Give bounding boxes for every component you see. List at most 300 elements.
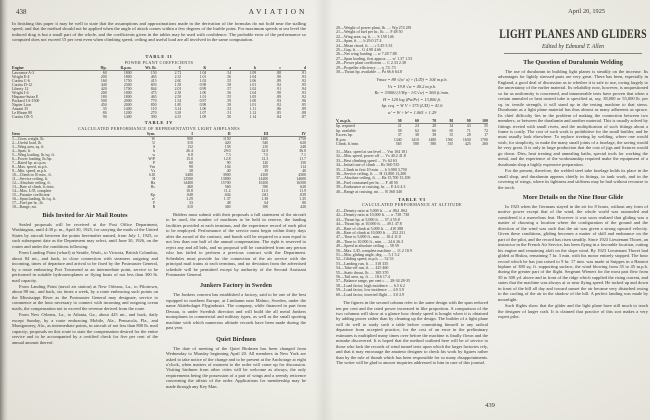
table-cell: 1410 (411, 137, 419, 142)
junkers-heading: Junkers Factory in Sweden (199, 282, 273, 290)
table-cell: 2.72 (174, 71, 182, 75)
table-cell: Le Rhone 80 (12, 111, 33, 115)
result-line: 59—Load factor, low incidence .... 4.0 3.9 (336, 288, 404, 293)
table-cell: 80 (449, 118, 454, 123)
section-headline: LIGHT PLANES AND GLIDERS (499, 28, 647, 42)
paragraph: The date of meeting of the Quiet Birdmen has been changed from Wednesday to Monday beginning April 20. All members in New York are asked to take notice of the change and to be present at the Anchorage at eight o'clock, when matters of moment to the order will come up for discussion. Visiting birdmen from other cities will be welcome as always, the only requirements being the possession of a pair of wings and a seemly reticence concerning the affairs of the order. Applications for membership may be made through any Key Man. (166, 345, 306, 389)
table-cell: P (153, 161, 156, 165)
junkers-body (166, 292, 306, 330)
table-cell: 310 (187, 205, 193, 209)
equation-line: 27—Span loading, first approx. .... w' 1.37 1.53 (336, 56, 413, 61)
table-cell: 60 (415, 118, 419, 123)
table-cell: 1.01 (199, 75, 207, 79)
table2-title: TABLE II (145, 54, 173, 59)
table-cell: 3400 (185, 173, 193, 177)
table-cell: 3—Wing area, sq. ft. (12, 145, 45, 149)
table-cell: .88 (301, 111, 307, 115)
table-cell: .85 (276, 111, 282, 115)
equation-line: 21—Weight of fuel per hr., lb. .... F 48 50 (336, 30, 403, 35)
table-cell: d (303, 66, 307, 70)
table-cell: 1.01 (249, 103, 257, 107)
table-cell: 110 (150, 107, 157, 111)
table-cell: 1800 (123, 75, 132, 79)
table-cell: Lawrance A-3 (12, 71, 35, 75)
table-cell: 850 (150, 103, 157, 107)
table-cell: Item (12, 132, 20, 136)
table-cell: 11.7 (299, 157, 306, 161)
table-cell: R.p.m. (120, 66, 132, 70)
table-cell: W/P (148, 157, 156, 161)
table-cell: Liberty 12 (12, 87, 29, 91)
table-cell: 21 (397, 124, 402, 129)
table-cell: 0.98 (199, 103, 207, 107)
table-cell: 1700 (480, 137, 488, 142)
table-cell: .94 (301, 87, 307, 91)
table-cell: 100 (482, 118, 488, 123)
equation-line: 40—Range at cruising, mi. .... R 360 340 (336, 189, 402, 194)
equation-line: w' = W ÷ b² = 1.065 × 1.29 (387, 109, 437, 115)
table-cell: 18—Range, mi. (12, 205, 37, 209)
air-mail-body (12, 222, 158, 345)
table-cell: 2.38 (174, 91, 182, 95)
table-cell: II (227, 132, 231, 136)
table-cell: 693 (150, 83, 157, 87)
table-cell: 440 (100, 83, 107, 87)
table-cell: .56 (226, 91, 232, 95)
table-cell: 4—Span, ft. (12, 149, 31, 153)
table-cell: .91 (276, 87, 282, 91)
table2-power-plant-coefficients (12, 66, 306, 119)
table-cell: 1.04 (249, 75, 257, 79)
table-cell: 17 (484, 133, 488, 138)
table-cell: .93 (276, 99, 282, 103)
result-line: 46—Rate of climb at 10,000 ft. .... 252 231 (336, 231, 406, 235)
table-cell: 1.07 (199, 111, 207, 115)
table-cell: 1700 (123, 87, 132, 91)
table-cell: .52 (226, 107, 232, 111)
equation-line: 37—Absolute ceiling, ft. .... Ha 15,700 15,100 (336, 176, 411, 181)
table-cell: Curtiss D-12 (12, 83, 32, 87)
table-cell: 38 (189, 169, 193, 173)
equation-line: Vs = 19.8 √w = 40.2 m.p.h. (387, 83, 437, 89)
table-row (336, 142, 488, 147)
table-cell: 1630 (462, 137, 471, 142)
table-cell: 1.11 (249, 107, 257, 111)
table-row (12, 115, 306, 119)
table-cell: 1.05 (249, 95, 257, 99)
table-cell: Vm (149, 165, 156, 169)
table6-subtitle: CALCULATED PERFORMANCE AT ALTITUDE (361, 201, 463, 207)
table-cell: w' (151, 197, 156, 201)
table-cell: .95 (301, 83, 307, 87)
table-cell: 13—Rate of climb, ft./min. (12, 185, 55, 189)
equation-line: 29—Propeller efficiency .... η .74 .73 (336, 65, 396, 70)
table-cell: 11—Service ceiling, ft. (12, 177, 49, 181)
table-cell: 1.02 (199, 79, 207, 83)
table-cell: Packard 1A-1500 (12, 99, 40, 103)
table-cell: 2000 (123, 103, 132, 107)
equation-line: 26—Net wing loading .... w 7.28 7.88 (336, 52, 397, 57)
table-cell: 39 (264, 169, 269, 173)
table-cell: 40 (302, 169, 306, 173)
equation-line: 31—Max. speed at sea level .... Vm 104 101 (336, 149, 408, 154)
equation-line: 36—Service ceiling, ft. .... H 13,800 13,200 (336, 171, 407, 176)
table-cell: .58 (226, 103, 232, 107)
result-line: 52—Gliding speed, m.p.h. .... 52 53 (336, 257, 394, 262)
paragraph: From Landing Point (wharf) at Seattle, Wash., to Victoria, British Columbia, about 84 mi., and back, in close connection with steamers outgoing and incoming, times of departure and arrival to be fixed by the Postmaster General, by a route embracing Port Townsend as an intermediate point, service to be performed in suitable hydroaeroplanes or flying boats of not less than 300 lb. mail capacity. (12, 250, 158, 283)
table-cell: 35 (102, 107, 107, 111)
table-cell: I (191, 132, 193, 136)
paragraph: Sealed proposals will be received at the Post Office Department, Washington, until 4:30 p. m., April 30, 1925, for carrying the mails of the United States by aircraft between the points hereinafter named, from July 1, 1925, or such subsequent date as the Department may select, until June 30, 1926, on the routes and under the conditions following: (12, 222, 158, 249)
table-cell: 580 (413, 142, 419, 147)
table-cell: Curtiss OX-5 (12, 115, 33, 119)
table-cell: 120 (262, 161, 269, 165)
table-cell: 6.8 (188, 153, 193, 157)
table-cell: 270 (150, 111, 157, 115)
table-cell: .57 (226, 87, 232, 91)
table-cell: Curtiss C-6 (12, 79, 30, 83)
table-cell: 50 (397, 118, 402, 123)
table-cell: .89 (301, 107, 307, 111)
table-cell: K (203, 66, 207, 70)
table-cell: 7.0 (263, 153, 269, 157)
table-cell: Rc (150, 185, 156, 189)
table-cell: .93 (301, 91, 307, 95)
calculation-items-b (336, 150, 488, 194)
journal-title: AVIATION (248, 7, 308, 16)
table-cell: 114 (300, 165, 306, 169)
table-cell: 1.06 (249, 79, 257, 83)
table-cell: .93 (301, 75, 307, 79)
article-air-mail (12, 212, 158, 346)
table-cell: 29.0 (223, 149, 231, 153)
table-cell: w (152, 153, 156, 157)
table-cell: .90 (276, 91, 282, 95)
table-cell: 7—Rated hp. at r.p.m. (12, 161, 47, 165)
table-cell: 64 (264, 201, 269, 205)
glide-article-heading: More Details on the Nine Hour Glide (522, 193, 624, 201)
result-line: 44—Thrust hp. at 10,000 ft. .... 49.1 47.8 (336, 222, 402, 227)
table-cell: 1.01 (249, 83, 257, 87)
table-cell: 158 (224, 145, 231, 149)
table-cell: 415 (150, 79, 157, 83)
table-cell: Excess hp. (336, 133, 353, 138)
table-cell: 1.04 (199, 71, 207, 75)
table-cell: 2.01 (174, 87, 182, 91)
table-cell: 5—Wing loading, lb./sq. ft. (12, 153, 55, 157)
table-cell: 2.58 (174, 95, 182, 99)
table-cell: 14—Max. L/D, complete (12, 189, 52, 193)
left-page-column-two (166, 212, 306, 390)
table-cell: 1.12 (249, 111, 257, 115)
table-cell: 62 (415, 128, 419, 133)
table-cell: 1.38 (261, 197, 269, 201)
result-line: 56—Tail area, sq. ft. .... 18.6 17.4 (336, 275, 390, 280)
table2-subtitle: POWER PLANT COEFFICIENTS (124, 60, 194, 65)
table-cell: .044 (223, 193, 231, 197)
equation-line: 20—Weight of power plant, lb. .... Wp 274 281 (336, 26, 412, 30)
table-cell: Wt. lb. (145, 66, 157, 70)
table-cell: c (279, 66, 282, 70)
table-cell: 90 (466, 118, 471, 123)
equation-line: 22—Wing area, sq. ft. .... S 158 146 (336, 34, 394, 39)
table-cell: 1400 (123, 107, 132, 111)
table-cell: 109 (262, 165, 269, 169)
calculations-column (336, 26, 488, 366)
equation-line: Rc = 33000 (1/Wp - 1/C√w) = 560 ft./min. (374, 90, 450, 96)
paragraph: In 1923 when the Germans stayed in the air for 8 hours, without any form of motive power except that of the wind, the whole world was astounded and considered it a marvelous feat. However it was soon realized that gliding was a matter of choosing a location where the configuration of the ground and the direction of the wind was such that the air was given a strong upward velocity. Given these conditions, gliding becomes a matter of skill and endurance on the part of the pilot, and the record has risen steadily. Since 1923 Lieutenant Thoret, an instructor in the French Air Service, has been flying in a favorable location, cutting his engine and remaining aloft on the slope wind. By 1923 Lieutenant Thoret had glided at Biskra, remaining 7 hr. 3 min. with his motor entirely stopped. The hour record which he has just raised to 9 hr. 17 min. was made at Suippes in a Hanriot biplane of 380 sq. ft. supporting surface, the wind blowing from 35 to 45 m.p.h. during the greater part of the flight. Sergeant Wienert for the most part flew from 50 to 300 yd. above and in front of the ridge which supplied the rising current, and states that the machine was always at or near flying speed. He tacked up and down in front of the hill all day and toward sunset the air became very disturbed owing to the cooling of the air in the shadow of the hill. A perfect landing was made by moonlight. (498, 203, 648, 302)
table-cell: H (152, 177, 156, 181)
table-cell: Engine (12, 66, 24, 70)
table-cell: 1560 (445, 137, 454, 142)
table-cell: 460 (187, 185, 193, 189)
altitude-results (336, 209, 488, 297)
table-cell: 420 (100, 87, 107, 91)
table-cell: 1150 (222, 137, 231, 141)
table-cell: 2.33 (174, 75, 182, 79)
result-line: 49—Speed at absolute ceiling .... 58 59 (336, 244, 399, 249)
table-cell: b (254, 66, 257, 70)
table-cell: 1.06 (199, 107, 207, 111)
table-cell: 15—Parasite coefficient (12, 193, 50, 197)
equation-line: 38—Fuel consumed per hr. .... F 48 50 (336, 180, 398, 185)
table-cell: 1.58 (174, 83, 182, 87)
table-cell: .96 (301, 99, 307, 103)
table-cell: 36.0 (299, 149, 306, 153)
table-cell: 38 (432, 133, 437, 138)
table-cell: 310 (187, 141, 193, 145)
table-cell: Vs (150, 169, 156, 173)
table-cell: 132 (187, 145, 193, 149)
table-cell: 15700 (220, 181, 231, 185)
table-cell: 17—Fuel per hr., lb. (12, 201, 44, 205)
result-line: 43—Thrust hp. at 5,000 ft. .... 57.4 55.8 (336, 217, 400, 222)
table-cell: 150 (300, 161, 306, 165)
table-cell: 540 (262, 141, 269, 145)
table-cell: 10—Climb in 10 min., ft. (12, 173, 52, 177)
table-cell: 12.3 (261, 157, 269, 161)
equation-line: H = 120 log (Pa/Pr) = 13,800 ft. (382, 96, 441, 102)
table-cell: 7.1 (301, 153, 306, 157)
scan-edge-shadow (0, 0, 8, 420)
table-cell: 900 (187, 137, 193, 141)
table-cell: 4.33 (174, 115, 182, 119)
table-cell: 1.14 (249, 115, 257, 119)
table-cell: 104 (224, 165, 231, 169)
table-cell: 12500 (183, 177, 193, 181)
table-cell: 2—Useful load, lb. (12, 141, 42, 145)
table-cell: W (151, 137, 156, 141)
table-cell: 38 (415, 133, 419, 138)
table-row (12, 205, 306, 209)
table-cell: 80 (302, 201, 306, 205)
table-cell: .58 (226, 83, 232, 87)
calculations-closing-paragraph: The figures in the second column refer to the same design with the span reduced ten per cent and the rated power increased in like proportion. A comparison of the two columns will show at a glance how dearly speed is bought when it is obtained by adding power rather than by cleaning up the design. The builder of a light plane will do well to study such a table before committing himself to any radical departure from accepted practice, for the cost of an error in the preliminary estimates is multiplied many times over before the machine is finally flown and the mistake discovered. It is hoped that the method outlined here will be of service to those who lack the records of wind tunnel tests upon which the larger factories rely, and that it may encourage the amateur designer to check his work by figures rather than by the rule of thumb which has been responsible for so many disappointments. The writer will be glad to answer inquiries addressed to him in care of this journal. (336, 300, 488, 366)
table-cell: Wright E-4 (12, 75, 30, 79)
paragraph: For the present, therefore, the welded steel tube fuselage holds its place in the small shop, and duralumin appears chiefly in fittings, in tank work, and in the covering of wings, where its lightness and stiffness may be had without recourse to the torch. (498, 168, 648, 190)
equation-line: 23—Span, ft. .... b 29.0 27.4 (336, 39, 382, 44)
table-cell: 2000 (123, 99, 132, 103)
calculation-items-a (336, 26, 488, 74)
table-cell: .95 (301, 103, 307, 107)
air-mail-heading: Bids Invited for Air Mail Routes (42, 212, 128, 219)
result-line: 53—Landing run, ft. .... 310 335 (336, 261, 389, 266)
table-cell: 1.00 (199, 91, 207, 95)
table-cell: .89 (276, 95, 282, 99)
table-cell: .86 (276, 107, 282, 111)
table-cell: 11.2 (223, 189, 231, 193)
table-cell: Kp (150, 193, 156, 197)
table-cell: 1.09 (249, 71, 257, 75)
table-cell: 1340 (393, 137, 402, 142)
result-line: 57—Balance range, per cent c .... 28-34 28-35 (336, 279, 410, 284)
section-byline: Edited by Edmund T. Allen (541, 44, 605, 50)
table-cell: .51 (226, 111, 232, 115)
table-cell: .88 (276, 71, 282, 75)
duralumin-article-body (498, 69, 648, 190)
intro-paragraph: In finishing this paper it may be well to state that the assumptions and approximations made in the derivation of the formulas do not hold near the stalling speed, and that the method should not be applied when the angle of attack comes within a few degrees of the burble point. For maximum speeds at sea level the induced drag is but a small part of the whole, and the coefficients given in the tables may be used with confidence. The probable error of the performance so computed does not exceed 15 per cent even when climbing speed, ceiling and useful load are all involved in the same computation. (12, 21, 306, 42)
table-cell: 6—Power loading, lb./hp. (12, 157, 53, 161)
result-line: 45—Rate of climb at 5,000 ft. .... 410 388 (336, 226, 404, 231)
table-cell: 1800 (123, 91, 132, 95)
equation-line: 25—Gap, ft. .... G 4.90 4.66 (336, 48, 381, 53)
table4-subtitle: CALCULATED PERFORMANCE OF REPRESENTATIVE LIGHT AIRPLANES (78, 126, 240, 131)
table-cell: 12.8 (223, 157, 231, 161)
table-cell: 390 (262, 205, 269, 209)
table-cell: 8—Max. speed, m.p.h. (12, 165, 48, 169)
table6-title: TABLE VI (398, 196, 426, 202)
table-cell: 770 (150, 99, 157, 103)
light-planes-section (498, 28, 648, 320)
section-rule (504, 53, 642, 54)
table-cell: 500 (100, 99, 107, 103)
table-cell: 420 (300, 205, 306, 209)
result-line: 41—Density ratio at 5,000 ft. .... σ .862 .862 (336, 208, 408, 213)
table-cell: .54 (226, 71, 232, 75)
table-cell: Hp. (100, 66, 107, 70)
result-line: 55—Static thrust, lb. .... 385 370 (336, 270, 389, 275)
table-cell: h10 (149, 173, 156, 177)
table-cell: 4300 (298, 173, 306, 177)
result-line: 51—Min. gliding angle, deg. .... 5.1 5.2 (336, 253, 400, 258)
table-cell: 3.14 (174, 107, 182, 111)
table-cell: 1.29 (186, 197, 193, 201)
table-cell: 0.97 (199, 99, 207, 103)
table-cell: 150 (150, 71, 157, 75)
equation-line: 28—Power plant coefficient .... C 2.33 2.38 (336, 61, 406, 66)
paragraph: From New Orleans, La., to Atlanta, Ga., about 425 mi., and back, daily except Sunday, by a route embracing Mobile, Ala., Pensacola, Fla., and Montgomery, Ala., as intermediate points, in aircraft of not less than 800 lb. mail capacity; proposals on this route to state the compensation desired for the entire service and to be accompanied by a certified check for five per cent of the annual amount thereof. (12, 312, 158, 345)
table-cell: 28 (466, 133, 471, 138)
display-equations (336, 77, 488, 115)
table-cell: .039 (299, 193, 306, 197)
table-cell: 7.3 (225, 153, 231, 157)
table-cell: 14200 (258, 177, 269, 181)
table-cell: Anzani 35 (12, 107, 29, 111)
table-cell: 43 (466, 124, 471, 129)
table-cell: 425 (464, 142, 471, 147)
table-cell: 620 (300, 185, 306, 189)
table-cell: Ha (150, 181, 156, 185)
table-cell: R (152, 205, 156, 209)
table-cell: 66 (432, 128, 437, 133)
table-cell: 1.54 (174, 99, 182, 103)
result-line: 42—Density ratio at 10,000 ft. .... σ .738 .738 (336, 213, 410, 218)
table-cell: 14600 (296, 177, 306, 181)
table-cell: 80 (102, 111, 107, 115)
table-cell: Napier Lion (12, 103, 31, 107)
table-cell: 1.37 (223, 197, 231, 201)
table-cell: 60 (189, 161, 193, 165)
table-cell: 37 (397, 133, 402, 138)
quiet-birdmen-body (166, 346, 306, 390)
table-cell: IV (301, 132, 306, 136)
table-cell: 1—Gross weight, lb. (12, 137, 45, 141)
paragraph: The use of duralumin in building light planes is steadily on the increase. Its advantages for lightly stressed parts are very great. There has been, especially in England, a good deal of discussion as to whether it is safe to use, owing largely to the uncertainty of the earlier material. Its reliability now, however, is unquestioned so far as uniformity is concerned, and innumerable tests have proven that when a certain annealed or heat treated tube is specified at, say, 38,000 or 55,000 lb. per sq. in. tensile strength, it will stand up in the testing machine to that stress. Duralumin as a light plane material has thus almost as many adherents as spruce. Its chief difficulty lies in the problem of making the connection between two members, or between the duralumin and another material. This is usually solved by fittings riveted with small rivets, and the multiplication of such fittings about a frame is costly. The cost of such work is prohibitive for the small builder, and he must usually look elsewhere. To replace riveting by welding, where one would wish, for simplicity, to make the many small joints of a fuselage, the saving would be very great. It is only in large production that the cost of jigs and fixtures would go down. Dies, heat treating and annealing baths, special tools for working the metal, and the experience of the workmanship required make the equipment of a duralumin shop a highly expensive preparation. (498, 69, 648, 167)
equation-line: hp. req. = W V ÷ 375 (L/D) = 41.6 (381, 103, 443, 109)
table-cell: 2300 (123, 83, 132, 87)
equation-line: 32—Min. speed, power off .... Vs 40.2 41.8 (336, 154, 406, 159)
table-cell: 13800 (220, 177, 231, 181)
table-cell: 34 (449, 124, 454, 129)
table-cell: 1750 (298, 137, 306, 141)
table-cell: 450 (100, 103, 107, 107)
table-cell: 58 (397, 128, 402, 133)
table4-title: TABLE IV (144, 120, 174, 125)
table-cell: 210 (262, 145, 269, 149)
speed-power-table (336, 119, 488, 147)
table-cell: 32.8 (261, 149, 269, 153)
table-cell: C (178, 66, 182, 70)
table-cell: U (152, 141, 156, 145)
table-cell: .55 (226, 95, 232, 99)
table-cell: 180 (100, 95, 107, 99)
table-cell: 260 (482, 142, 488, 147)
table-cell: 90 (226, 161, 231, 165)
glide-article-body (498, 204, 648, 320)
table-cell: Hispano-Suiza E (12, 95, 39, 99)
table-cell: 16500 (296, 181, 306, 185)
table-cell: 390 (150, 115, 157, 119)
table-cell: 12—Absolute ceiling, ft. (12, 181, 51, 185)
result-line: 48—Time to 10,000 ft., min. .... 24.6 26.3 (336, 239, 404, 244)
table-cell: 160 (100, 79, 107, 83)
issue-date: April 20, 1925 (568, 8, 605, 15)
table-cell: 844 (150, 87, 157, 91)
table-cell: V, m.p.h. (336, 118, 351, 123)
table-cell: hp. required (336, 124, 355, 129)
paragraph: From Landing Point (naval air station) at New Orleans, La., to Pilottown, about 88 mi., and back, six times a week, by a route embracing such points on the Mississippi River as the Postmaster General may designate, service to commence at the hour necessary to connect with incoming and outgoing ocean mails, the compensation not to exceed the revenue derived from the route. (12, 283, 158, 311)
table4-performance (12, 132, 306, 209)
table-cell: 1480 (260, 137, 269, 141)
equation-line: Vmax = 88 √(w' σ) ÷ (L/D) = 104 m.p.h. (376, 77, 448, 83)
table-cell: 3900 (222, 173, 231, 177)
table-cell: 60 (102, 71, 107, 75)
table-cell: .56 (226, 75, 232, 79)
table-cell: .92 (301, 79, 307, 83)
table-cell: III (263, 132, 269, 136)
table-cell: .048 (186, 193, 193, 197)
table-cell: 465 (150, 75, 157, 79)
table-cell: 1.02 (249, 87, 257, 91)
table-cell: 465 (150, 95, 157, 99)
table-cell: 11.6 (261, 189, 269, 193)
table-cell: 90 (102, 115, 107, 119)
table-cell: 4100 (260, 173, 269, 177)
table-cell: 98 (189, 165, 193, 169)
paragraph: Such flights show that the glider and the light plane have still much to teach the designer of larger craft. It is claimed that practice of this sort makes a very expert pilot. (498, 303, 648, 320)
table-cell: a (229, 66, 232, 70)
table-cell: 71 (466, 128, 471, 133)
